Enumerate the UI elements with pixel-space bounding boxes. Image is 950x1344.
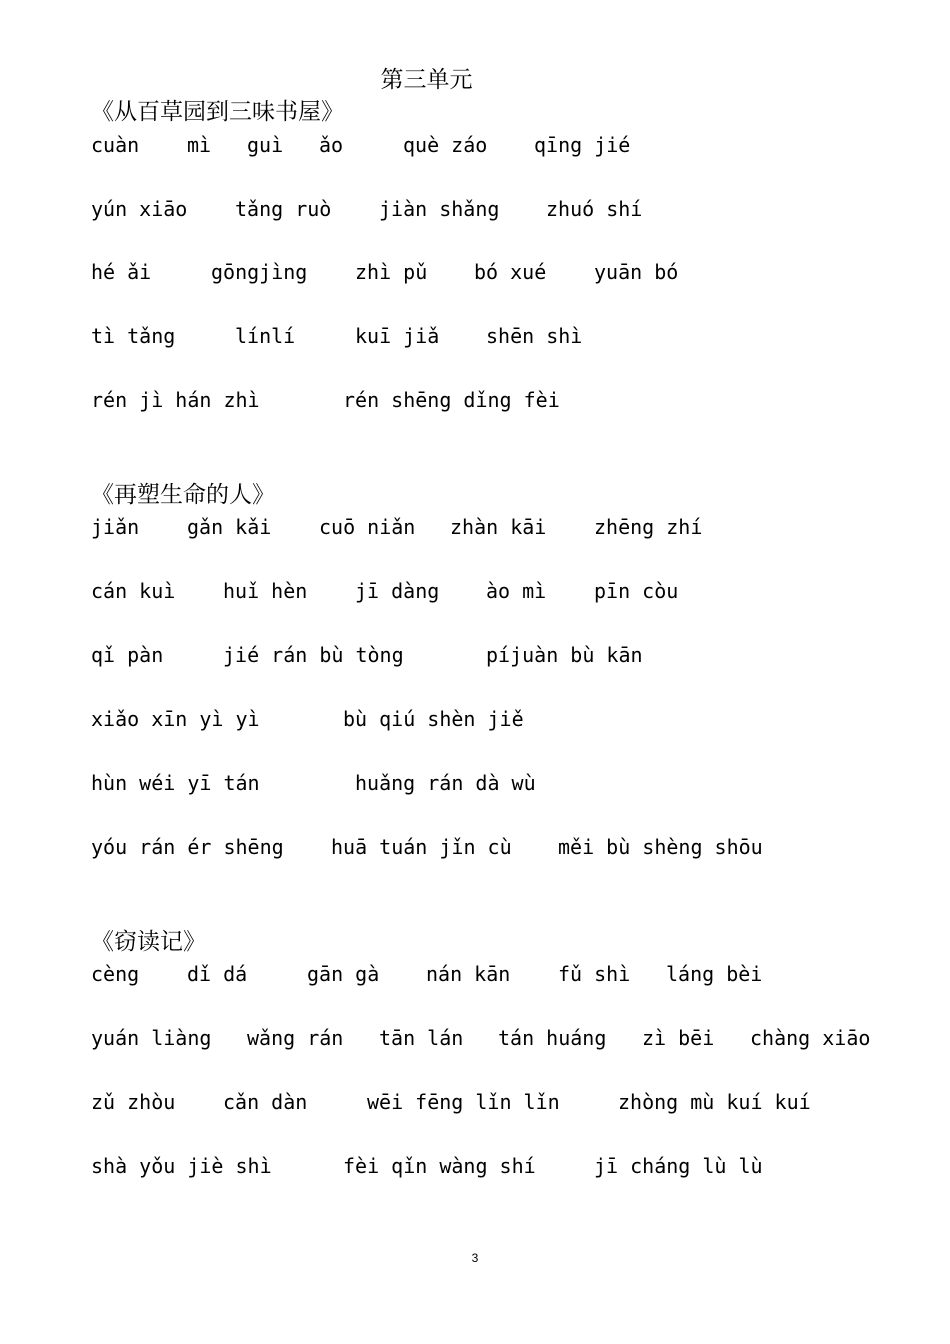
pinyin-word: yún xiāo (91, 197, 188, 221)
pinyin-word: jī cháng lù lù (594, 1154, 763, 1178)
pinyin-word: zhēng zhí (594, 515, 703, 539)
pinyin-word: huǎng rán dà wù (355, 771, 536, 795)
pinyin-word: yuán liàng (91, 1026, 212, 1050)
pinyin-word: jiàn shǎng (379, 197, 500, 221)
pinyin-word: guì (247, 133, 284, 157)
pinyin-word: yóu rán ér shēng (91, 835, 284, 859)
pinyin-word: fǔ shì (558, 962, 631, 986)
pinyin-row (91, 385, 560, 415)
lesson-title: 《窃读记》 (91, 929, 206, 955)
pinyin-word: zǔ zhòu (91, 1090, 176, 1114)
pinyin-row (91, 1151, 763, 1181)
pinyin-word: shà yǒu jiè shì (91, 1154, 272, 1178)
pinyin-word: rén shēng dǐng fèi (343, 388, 560, 412)
pinyin-word: jiǎn (91, 515, 140, 539)
pinyin-word: wǎng rán (247, 1026, 344, 1050)
pinyin-row (91, 130, 631, 160)
pinyin-word: jié rán bù tòng (223, 643, 404, 667)
pinyin-word: què záo (403, 133, 488, 157)
pinyin-row (91, 1087, 811, 1117)
pinyin-word: chàng xiāo (750, 1026, 871, 1050)
pinyin-word: tì tǎng (91, 324, 176, 348)
pinyin-word: cán kuì (91, 579, 176, 603)
pinyin-row (91, 257, 679, 287)
pinyin-word: wēi fēng lǐn lǐn (367, 1090, 560, 1114)
pinyin-word: zhì pǔ (355, 260, 428, 284)
pinyin-word: tān lán (379, 1026, 464, 1050)
pinyin-word: hùn wéi yī tán (91, 771, 260, 795)
lesson-title: 《再塑生命的人》 (91, 482, 275, 508)
pinyin-word: mì (187, 133, 212, 157)
pinyin-word: zhuó shí (546, 197, 643, 221)
pinyin-word: gōngjìng (211, 260, 308, 284)
pinyin-word: cǎn dàn (223, 1090, 308, 1114)
pinyin-word: tǎng ruò (235, 197, 332, 221)
pinyin-word: huā tuán jǐn cù (331, 835, 512, 859)
pinyin-word: hé ǎi (91, 260, 152, 284)
pinyin-row (91, 321, 583, 351)
pinyin-word: zhòng mù kuí kuí (618, 1090, 811, 1114)
pinyin-word: qīng jié (534, 133, 631, 157)
pinyin-row (91, 576, 679, 606)
pinyin-word: cuàn (91, 133, 140, 157)
pinyin-row (91, 640, 643, 670)
pinyin-word: láng bèi (666, 962, 763, 986)
pinyin-word: bó xué (474, 260, 547, 284)
pinyin-word: yuān bó (594, 260, 679, 284)
page-number: 3 (471, 1251, 479, 1265)
pinyin-word: jī dàng (355, 579, 440, 603)
pinyin-word: tán huáng (498, 1026, 607, 1050)
page-title: 第三单元 (380, 67, 473, 93)
pinyin-word: shēn shì (486, 324, 583, 348)
pinyin-row (91, 512, 703, 542)
pinyin-word: píjuàn bù kān (486, 643, 643, 667)
pinyin-word: pīn còu (594, 579, 679, 603)
pinyin-word: cuō niǎn (319, 515, 416, 539)
pinyin-word: ào mì (486, 579, 547, 603)
pinyin-word: zì bēi (642, 1026, 715, 1050)
pinyin-word: cèng (91, 962, 140, 986)
pinyin-word: gān gà (307, 962, 380, 986)
pinyin-word: rén jì hán zhì (91, 388, 260, 412)
pinyin-word: bù qiú shèn jiě (343, 707, 524, 731)
pinyin-word: dǐ dá (187, 962, 248, 986)
pinyin-word: qǐ pàn (91, 643, 164, 667)
pinyin-row (91, 959, 763, 989)
pinyin-word: kuī jiǎ (355, 324, 440, 348)
pinyin-word: huǐ hèn (223, 579, 308, 603)
pinyin-row (91, 194, 643, 224)
pinyin-word: nán kān (426, 962, 511, 986)
pinyin-row (91, 832, 763, 862)
pinyin-word: zhàn kāi (450, 515, 547, 539)
pinyin-word: měi bù shèng shōu (558, 835, 763, 859)
pinyin-word: ǎo (319, 133, 344, 157)
pinyin-word: gǎn kǎi (187, 515, 272, 539)
pinyin-row (91, 704, 524, 734)
lesson-title: 《从百草园到三味书屋》 (91, 99, 344, 125)
pinyin-word: fèi qǐn wàng shí (343, 1154, 536, 1178)
pinyin-row (91, 768, 536, 798)
pinyin-row (91, 1023, 871, 1053)
pinyin-word: línlí (235, 324, 296, 348)
pinyin-word: xiǎo xīn yì yì (91, 707, 260, 731)
